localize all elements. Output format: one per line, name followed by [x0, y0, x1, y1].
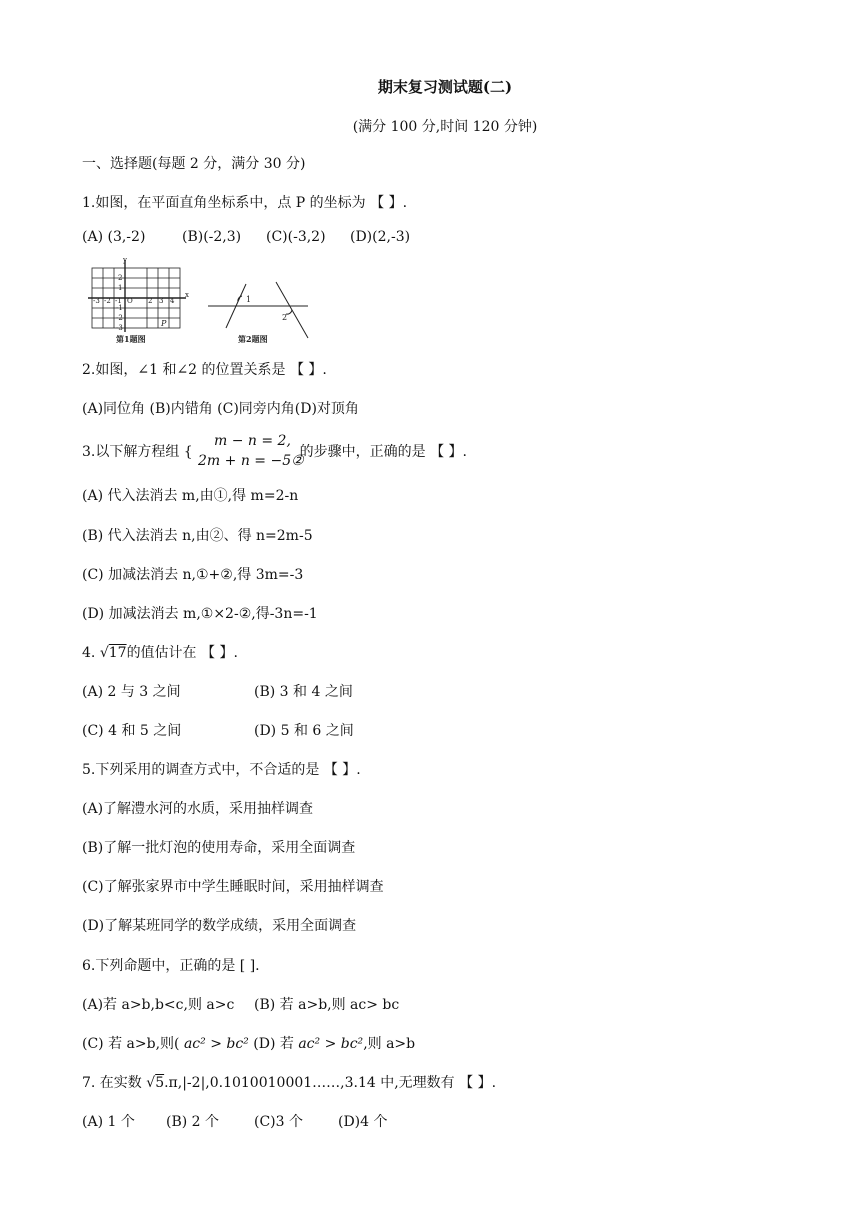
question-6-options-row2 [82, 1035, 415, 1053]
q3-stem-suffix: 的步骤中，正确的是 【 】. [299, 444, 467, 460]
q1-option-b: (B)(-2,3) [182, 229, 242, 245]
figure-1-y-label: y [123, 256, 127, 264]
figure-1-tick-x: 3 [159, 297, 164, 305]
section-heading: 一、选择题(每题 2 分，满分 30 分) [82, 156, 306, 172]
q6-option-d-suffix: ,则 a>b [363, 1036, 416, 1052]
figure-1-tick-x: 2 [148, 297, 153, 305]
figure-2-angle-1: 1 [246, 295, 252, 304]
figure-1-tick-x: -2 [104, 297, 111, 305]
figure-1-tick-y: 1 [118, 284, 123, 292]
question-7-options [82, 1113, 388, 1131]
q7-stem-suffix: .π,|-2|,0.1010010001……,3.14 中,无理数有 【 】. [164, 1075, 497, 1091]
q5-option-a: (A)了解澧水河的水质，采用抽样调查 [82, 801, 314, 817]
equation-2: 2m + n = −5② [198, 453, 304, 469]
q5-option-d: (D)了解某班同学的数学成绩，采用全面调查 [82, 918, 357, 934]
equation-1: m − n = 2, [214, 433, 291, 449]
q7-option-b: (B) 2 个 [166, 1114, 220, 1130]
question-4-stem [82, 644, 238, 662]
question-1-options [82, 228, 410, 246]
q4-number: 4. [82, 645, 100, 661]
q1-option-a: (A) (3,-2) [82, 229, 146, 245]
q6-option-c-math: ac² > bc² [183, 1036, 249, 1052]
question-6-options-row1 [82, 996, 399, 1014]
figure-1-tick-x: -1 [115, 297, 122, 305]
figure-2-angle-2: 2 [282, 313, 288, 322]
q1-option-c: (C)(-3,2) [266, 229, 326, 245]
figure-1-tick-y: -2 [116, 314, 123, 322]
q7-option-c: (C)3 个 [254, 1114, 303, 1130]
q6-option-b: (B) 若 a>b,则 ac> bc [254, 997, 400, 1013]
q4-option-c: (C) 4 和 5 之间 [82, 723, 182, 739]
figure-1-tick-y: -1 [116, 304, 123, 312]
q6-option-d-prefix: (D) 若 [253, 1036, 299, 1052]
page-subtitle: (满分 100 分,时间 120 分钟) [352, 119, 538, 135]
q7-option-a: (A) 1 个 [82, 1114, 135, 1130]
q6-option-d-math: ac² > bc² [298, 1036, 364, 1052]
figure-1-point-p: P [161, 319, 167, 328]
q6-option-c-prefix: (C) 若 a>b,则( [82, 1036, 180, 1052]
q7-radicand: 5 [155, 1075, 165, 1091]
figure-1-x-label: x [185, 291, 189, 299]
q6-option-a: (A)若 a>b,b<c,则 a>c [82, 997, 235, 1013]
q3-option-c: (C) 加减法消去 n,①+②,得 3m=-3 [82, 567, 304, 583]
figure-1-grid [88, 260, 186, 332]
question-5-stem: 5.下列采用的调查方式中，不合适的是 【 】. [82, 762, 361, 778]
figure-1-caption: 第1题图 [116, 334, 146, 344]
sqrt-symbol: √ [146, 1075, 156, 1091]
q5-option-c: (C)了解张家界市中学生睡眠时间，采用抽样调查 [82, 879, 384, 895]
q7-option-d: (D)4 个 [338, 1114, 388, 1130]
q4-stem-rest: 的值估计在 【 】. [126, 645, 238, 661]
q4-option-b: (B) 3 和 4 之间 [254, 684, 353, 700]
question-7-stem [82, 1074, 496, 1092]
question-1-stem: 1.如图，在平面直角坐标系中，点 P 的坐标为 【 】. [82, 195, 408, 211]
sqrt-symbol: √ [99, 645, 109, 661]
q4-option-a: (A) 2 与 3 之间 [82, 684, 181, 700]
q3-option-b: (B) 代入法消去 n,由②、得 n=2m-5 [82, 528, 313, 544]
figure-1-tick-y: 2 [118, 274, 123, 282]
figure-1-tick-x: 4 [170, 297, 175, 305]
figure-1-origin: O [127, 297, 133, 305]
q7-stem-prefix: 7. 在实数 [82, 1075, 147, 1091]
figure-2-lines [208, 282, 308, 338]
question-2-stem: 2.如图，∠1 和∠2 的位置关系是 【 】. [82, 362, 327, 378]
q4-option-d: (D) 5 和 6 之间 [254, 723, 354, 739]
q1-option-d: (D)(2,-3) [350, 229, 411, 245]
question-4-options-row1 [82, 683, 353, 701]
q3-option-a: (A) 代入法消去 m,由①,得 m=2-n [82, 488, 299, 504]
question-2-options: (A)同位角 (B)内错角 (C)同旁内角(D)对顶角 [82, 401, 359, 417]
figure-1-tick-x: -3 [93, 297, 100, 305]
question-6-stem: 6.下列命题中，正确的是 [ ]. [82, 958, 260, 974]
q3-stem-prefix: 3.以下解方程组 { [82, 444, 193, 460]
question-4-options-row2 [82, 722, 354, 740]
page-title: 期末复习测试题(二) [377, 78, 513, 96]
figure-2-caption: 第2题图 [238, 334, 268, 344]
figure-1-tick-y: -3 [116, 324, 123, 332]
q3-option-d: (D) 加减法消去 m,①×2-②,得-3n=-1 [82, 606, 318, 622]
q5-option-b: (B)了解一批灯泡的使用寿命，采用全面调查 [82, 840, 356, 856]
question-figures [86, 256, 316, 346]
q4-radicand: 17 [108, 645, 127, 661]
